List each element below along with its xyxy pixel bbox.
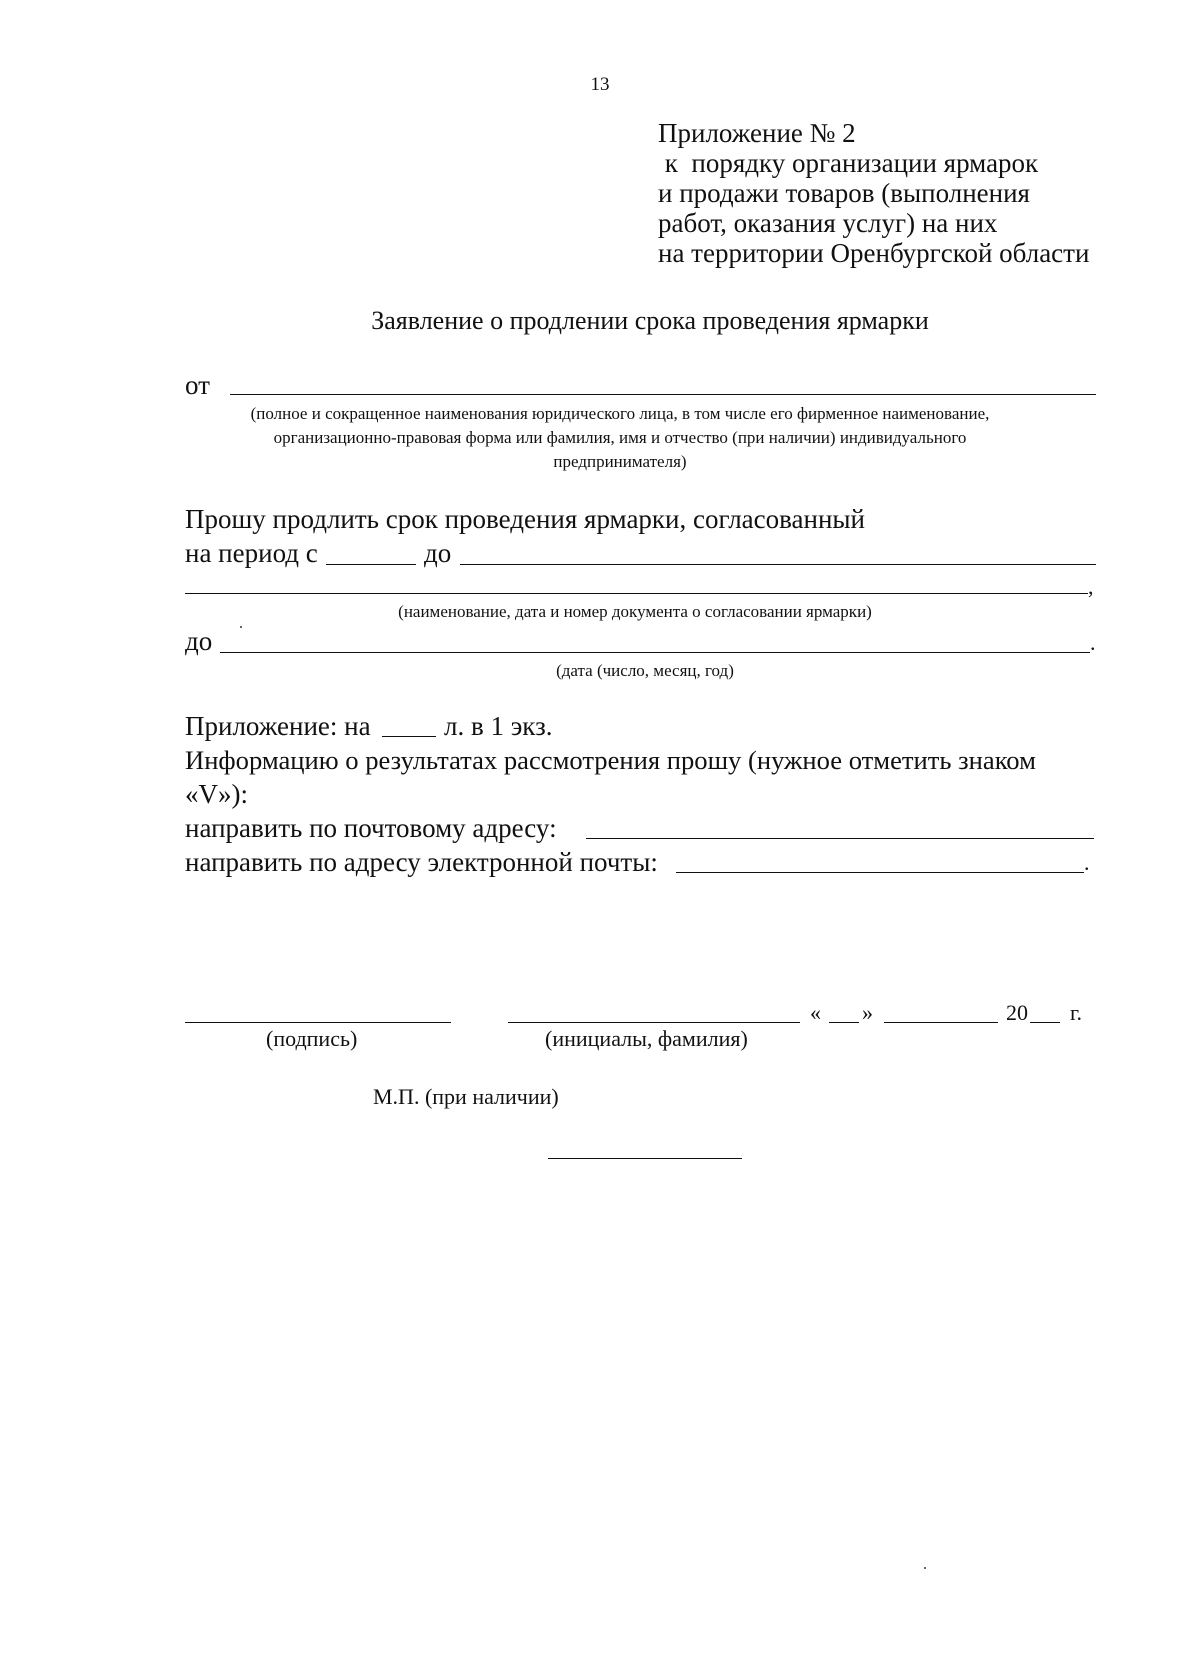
from-note <box>160 402 1080 474</box>
attachment-suffix: л. в 1 экз. <box>444 711 553 741</box>
appendix-line: Приложение № 2 <box>658 118 856 148</box>
request-text: Прошу продлить срок проведения ярмарки, согласованный <box>185 504 865 534</box>
appendix-line: к порядку организации ярмарок <box>658 148 1039 178</box>
date-close-quote: » <box>862 1000 873 1025</box>
date-open-quote: « <box>810 1000 821 1025</box>
postal-label: направить по почтовому адресу: <box>185 813 557 843</box>
period-from-field[interactable] <box>326 564 416 565</box>
document-title: Заявление о продлении срока проведения ярмарки <box>371 306 929 335</box>
from-label: от <box>185 370 210 400</box>
document-field-end-mark: , <box>1088 574 1094 599</box>
scan-speck <box>240 626 242 628</box>
appendix-line: работ, оказания услуг) на них <box>658 208 998 238</box>
year-suffix: г. <box>1070 1000 1083 1025</box>
document-note: (наименование, дата и номер документа о согласовании ярмарки) <box>398 602 872 621</box>
period-to-label: до <box>424 538 452 568</box>
from-note-line: предпринимателя) <box>553 452 687 471</box>
appendix-line: на территории Оренбургской области <box>658 238 1090 268</box>
from-field[interactable] <box>230 394 1096 395</box>
date-note: (дата (число, месяц, год) <box>556 661 734 680</box>
email-address-field[interactable] <box>676 872 1084 873</box>
date-month-field[interactable] <box>884 1022 998 1023</box>
name-label: (инициалы, фамилия) <box>545 1026 748 1051</box>
email-end-mark: . <box>1084 850 1090 875</box>
info-text: Информацию о результатах рассмотрения прошу (нужное отметить знаком <box>185 745 1036 775</box>
date-day-field[interactable] <box>829 1022 859 1023</box>
attachment-sheets-field[interactable] <box>382 736 436 737</box>
name-field[interactable] <box>508 1022 800 1023</box>
attachment-prefix: Приложение: на <box>185 711 371 741</box>
appendix-line: и продажи товаров (выполнения <box>658 178 1030 208</box>
page-number: 13 <box>590 74 610 95</box>
stamp-label: М.П. (при наличии) <box>373 1084 559 1109</box>
info-text-continued: «V»): <box>185 779 248 809</box>
year-prefix: 20 <box>1006 1000 1028 1025</box>
signature-label: (подпись) <box>266 1026 358 1051</box>
until-end-mark: . <box>1090 630 1096 655</box>
scan-speck <box>924 1567 926 1569</box>
date-year-field[interactable] <box>1030 1022 1060 1023</box>
closing-separator <box>548 1158 742 1159</box>
appendix-header <box>658 118 1089 268</box>
until-field[interactable] <box>220 652 1090 653</box>
period-to-field[interactable] <box>460 564 1096 565</box>
postal-address-field[interactable] <box>586 838 1094 839</box>
document-field[interactable] <box>185 593 1088 594</box>
signature-field[interactable] <box>185 1022 451 1023</box>
period-from-label: на период с <box>185 538 318 568</box>
from-note-line: (полное и сокращенное наименования юридического лица, в том числе его фирменное наименование, <box>250 404 990 423</box>
until-label: до <box>185 626 213 656</box>
email-label: направить по адресу электронной почты: <box>185 847 658 877</box>
from-note-line: организационно-правовая форма или фамилия, имя и отчество (при наличии) индивидуального <box>273 428 967 447</box>
